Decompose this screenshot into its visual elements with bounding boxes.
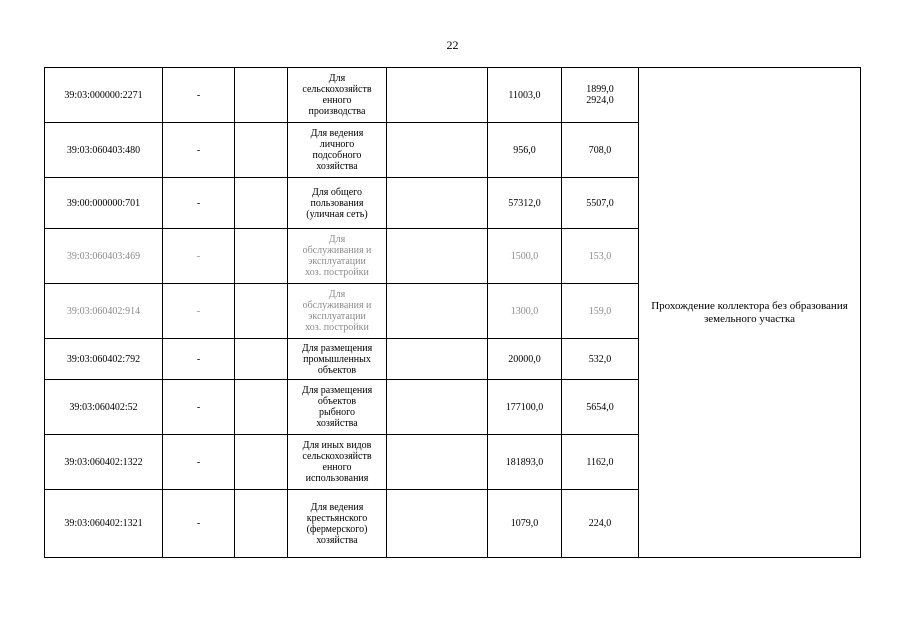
category-cell [387,68,488,123]
rights-holder-cell [235,68,288,123]
table-row [45,68,861,123]
affected-area-cell: 5654,0 [562,380,639,435]
plot-area-cell: 956,0 [488,123,562,178]
rights-holder-cell [235,435,288,490]
plot-area-cell: 20000,0 [488,339,562,380]
plot-area-cell: 11003,0 [488,68,562,123]
encumbrance-cell: - [163,284,235,339]
plot-area-cell: 1500,0 [488,229,562,284]
affected-area-cell: 532,0 [562,339,639,380]
encumbrance-cell: - [163,435,235,490]
affected-area-cell: 1162,0 [562,435,639,490]
land-plots-table [44,67,861,558]
affected-area-cell: 159,0 [562,284,639,339]
rights-holder-cell [235,380,288,435]
cadastral-number-cell: 39:03:060402:792 [45,339,163,380]
cadastral-number-cell: 39:03:060402:1321 [45,490,163,558]
category-cell [387,229,488,284]
purpose-note-cell: Прохождение коллектора без образования земельного участка [639,68,861,558]
cadastral-number-cell: 39:03:060402:914 [45,284,163,339]
cadastral-number-cell: 39:03:060403:469 [45,229,163,284]
permitted-use-cell: Для ведения личного подсобного хозяйства [288,123,387,178]
cadastral-number-cell: 39:03:060402:52 [45,380,163,435]
encumbrance-cell: - [163,490,235,558]
category-cell [387,284,488,339]
cadastral-number-cell: 39:00:000000:701 [45,178,163,229]
category-cell [387,123,488,178]
affected-area-cell: 708,0 [562,123,639,178]
plot-area-cell: 1300,0 [488,284,562,339]
encumbrance-cell: - [163,339,235,380]
affected-area-cell: 224,0 [562,490,639,558]
encumbrance-cell: - [163,123,235,178]
permitted-use-cell: Для обслуживания и эксплуатации хоз. постройки [288,229,387,284]
permitted-use-cell: Для обслуживания и эксплуатации хоз. постройки [288,284,387,339]
encumbrance-cell: - [163,178,235,229]
permitted-use-cell: Для размещения промышленных объектов [288,339,387,380]
page-number: 22 [446,38,459,52]
encumbrance-cell: - [163,229,235,284]
affected-area-cell: 1899,0 2924,0 [562,68,639,123]
rights-holder-cell [235,284,288,339]
plot-area-cell: 181893,0 [488,435,562,490]
category-cell [387,435,488,490]
category-cell [387,380,488,435]
category-cell [387,339,488,380]
rights-holder-cell [235,229,288,284]
category-cell [387,178,488,229]
permitted-use-cell: Для сельскохозяйств енного производства [288,68,387,123]
rights-holder-cell [235,178,288,229]
encumbrance-cell: - [163,380,235,435]
category-cell [387,490,488,558]
permitted-use-cell: Для ведения крестьянского (фермерского) хозяйства [288,490,387,558]
permitted-use-cell: Для иных видов сельскохозяйств енного использования [288,435,387,490]
cadastral-number-cell: 39:03:060403:480 [45,123,163,178]
encumbrance-cell: - [163,68,235,123]
rights-holder-cell [235,490,288,558]
cadastral-number-cell: 39:03:060402:1322 [45,435,163,490]
affected-area-cell: 5507,0 [562,178,639,229]
permitted-use-cell: Для размещения объектов рыбного хозяйства [288,380,387,435]
affected-area-cell: 153,0 [562,229,639,284]
plot-area-cell: 57312,0 [488,178,562,229]
cadastral-number-cell: 39:03:000000:2271 [45,68,163,123]
rights-holder-cell [235,123,288,178]
plot-area-cell: 1079,0 [488,490,562,558]
table-body [45,68,861,558]
permitted-use-cell: Для общего пользования (уличная сеть) [288,178,387,229]
rights-holder-cell [235,339,288,380]
plot-area-cell: 177100,0 [488,380,562,435]
